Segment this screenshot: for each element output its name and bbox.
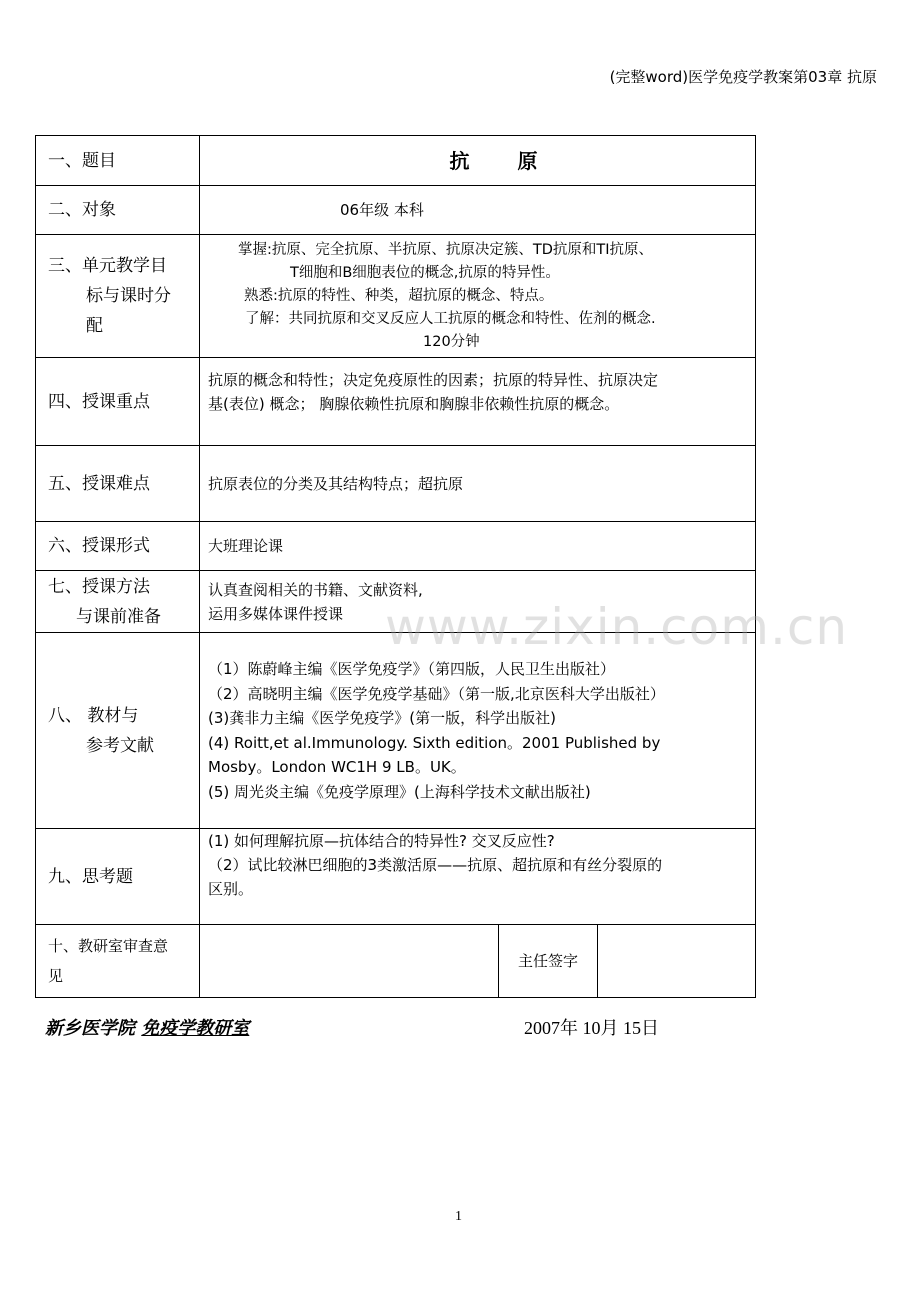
label-review: 十、教研室审查意 见 [36,925,200,998]
row-audience [36,186,756,235]
footer-organization [45,1014,249,1040]
footer-date: 2007年 10月 15日 [524,1018,659,1038]
method-content: 认真查阅相关的书籍、文献资料, 运用多媒体课件授课 [200,571,756,633]
row-unit-goals [36,235,756,358]
label-key-points: 四、授课重点 [36,358,200,446]
watermark: www.zixin.com.cn [385,598,849,656]
reference-item: (5) 周光炎主编《免疫学原理》(上海科学技术文献出版社) [208,782,591,801]
form-content: 大班理论课 [200,522,756,571]
label-title: 一、题目 [36,136,200,186]
label-unit-goals: 三、单元教学目 标与课时分 配 [36,235,200,358]
unit-goals-content [200,235,756,358]
question-item-cont: 区别。 [208,880,254,898]
audience-value: 06年级 本科 [340,201,424,219]
label-form: 六、授课形式 [36,522,200,571]
row-review [36,925,756,998]
row-difficulties [36,446,756,522]
label-questions: 九、思考题 [36,829,200,925]
row-key-points [36,358,756,446]
review-comment-cell [200,925,499,998]
goal-familiar-line: 熟悉:抗原的特性、种类，超抗原的概念、特点。 [244,287,554,304]
signature-label: 主任签字 [499,925,598,998]
reference-item: (4) Roitt,et al.Immunology. Sixth edition。2001 Published by [208,733,661,752]
reference-item-cont: Mosby。London WC1H 9 LB。UK。 [208,758,466,776]
lesson-title: 抗原 [449,148,586,173]
references-content [200,633,756,829]
page-number: 1 [455,1209,462,1224]
goal-understand-line: 了解：共同抗原和交叉反应人工抗原的概念和特性、佐剂的概念. [245,310,656,327]
lesson-plan-table [35,135,756,998]
goal-master-line: 掌握:抗原、完全抗原、半抗原、抗原决定簇、TD抗原和TI抗原、 [238,241,654,258]
difficulties-content: 抗原表位的分类及其结构特点；超抗原 [200,446,756,522]
question-item: （2）试比较淋巴细胞的3类激活原——抗原、超抗原和有丝分裂原的 [208,856,663,874]
row-references [36,633,756,829]
signature-cell [598,925,756,998]
row-questions [36,829,756,925]
row-method [36,571,756,633]
footer-org-name: 新乡医学院 [45,1018,135,1039]
label-method: 七、授课方法 与课前准备 [36,571,200,633]
label-difficulties: 五、授课难点 [36,446,200,522]
goal-master-line-cont: T细胞和B细胞表位的概念,抗原的特异性。 [290,264,560,281]
row-form [36,522,756,571]
questions-content [200,829,756,925]
footer-dept-name: 免疫学教研室 [141,1018,250,1039]
goal-duration: 120分钟 [423,333,480,350]
reference-item: （1）陈蔚峰主编《医学免疫学》（第四版，人民卫生出版社） [208,660,616,678]
row-title [36,136,756,186]
label-audience: 二、对象 [36,186,200,235]
key-points-content: 抗原的概念和特性；决定免疫原性的因素；抗原的特异性、抗原决定 基(表位) 概念； 胸腺依赖性抗原和胸腺非依赖性抗原的概念。 [200,358,756,446]
label-references: 八、 教材与 参考文献 [36,633,200,829]
document-header-note: (完整word)医学免疫学教案第03章 抗原 [609,68,877,86]
question-item: (1) 如何理解抗原—抗体结合的特异性? 交叉反应性? [208,832,555,850]
reference-item: （2）高晓明主编《医学免疫学基础》（第一版,北京医科大学出版社） [208,684,665,703]
reference-item: (3)龚非力主编《医学免疫学》(第一版，科学出版社) [208,709,556,727]
